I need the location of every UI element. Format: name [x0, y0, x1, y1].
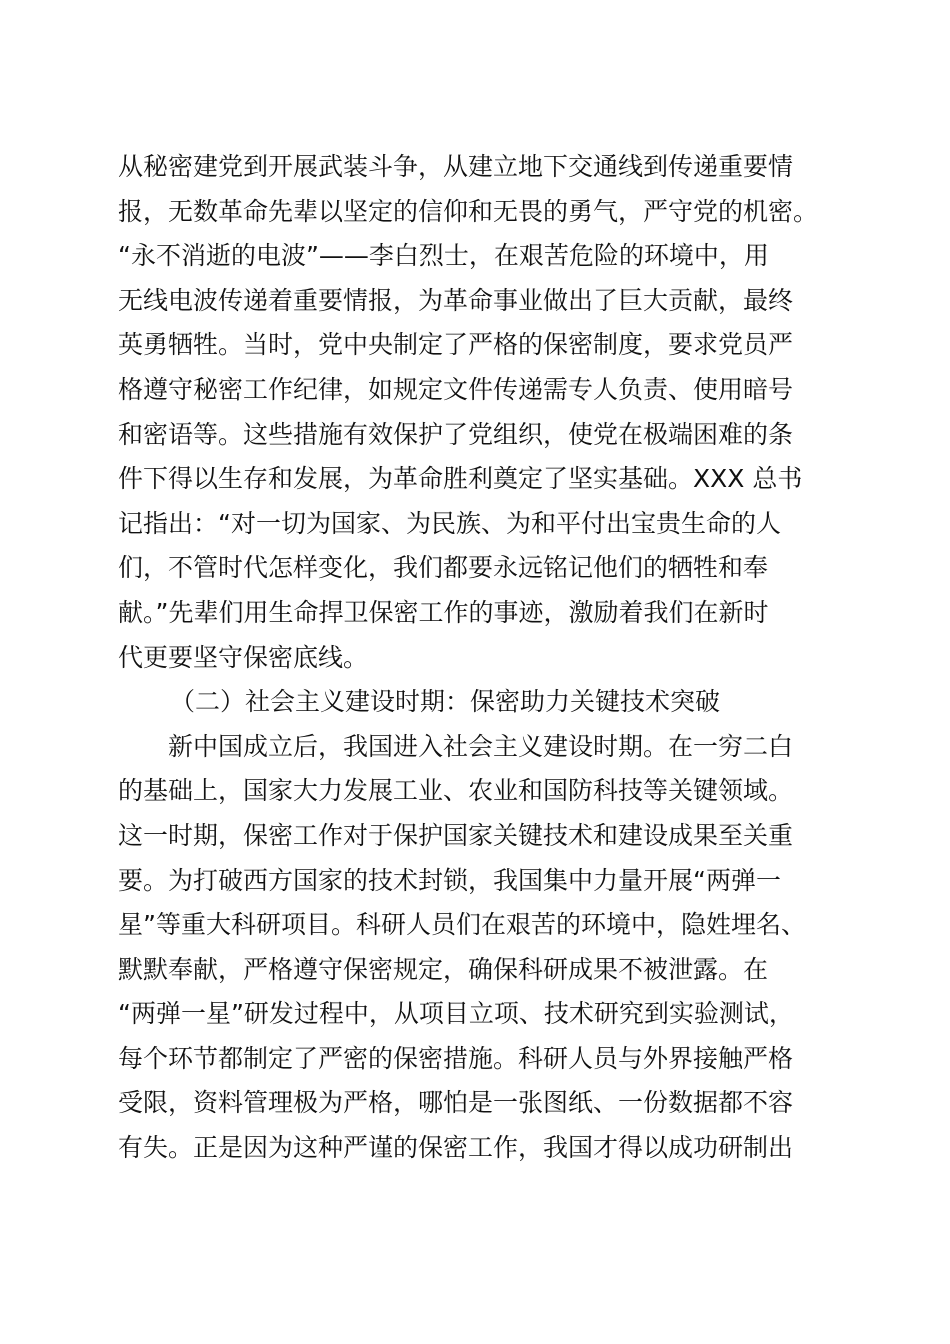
section-heading: （二）社会主义建设时期：保密助力关键技术突破 [170, 687, 721, 717]
text-line: 受限，资料管理极为严格，哪怕是一张图纸、一份数据都不容 [118, 1088, 794, 1118]
text-line: 这一时期，保密工作对于保护国家关键技术和建设成果至关重 [118, 820, 794, 850]
text-line: 件下得以生存和发展，为革命胜利奠定了坚实基础。XXX 总书 [118, 464, 803, 494]
text-line: 每个环节都制定了严密的保密措施。科研人员与外界接触严格 [118, 1043, 794, 1073]
text-line: 星”等重大科研项目。科研人员们在艰苦的环境中，隐姓埋名、 [118, 910, 806, 940]
text-line: 报，无数革命先辈以坚定的信仰和无畏的勇气，严守党的机密。 [118, 196, 819, 226]
text-line: 们，不管时代怎样变化，我们都要永远铭记他们的牺牲和奉 [118, 553, 769, 583]
text-line: “两弹一星”研发过程中，从项目立项、技术研究到实验测试， [118, 999, 794, 1029]
text-line: 要。为打破西方国家的技术封锁，我国集中力量开展“两弹一 [118, 865, 781, 895]
text-line: 代更要坚守保密底线。 [118, 642, 369, 672]
text-line: 的基础上，国家大力发展工业、农业和国防科技等关键领域。 [118, 776, 794, 806]
text-line: “永不消逝的电波”——李白烈士，在艰苦危险的环境中，用 [118, 241, 769, 271]
text-line: 从秘密建党到开展武装斗争，从建立地下交通线到传递重要情 [118, 152, 794, 181]
text-line: 格遵守秘密工作纪律，如规定文件传递需专人负责、使用暗号 [118, 374, 794, 404]
text-line: 记指出：“对一切为国家、为民族、为和平付出宝贵生命的人 [118, 508, 781, 538]
text-line: 和密语等。这些措施有效保护了党组织，使党在极端困难的条 [118, 419, 794, 449]
text-line: 默默奉献，严格遵守保密规定，确保科研成果不被泄露。在 [118, 954, 769, 984]
text-line: 英勇牺牲。当时，党中央制定了严格的保密制度，要求党员严 [118, 330, 794, 360]
paragraph-first-line: 新中国成立后，我国进入社会主义建设时期。在一穷二白 [168, 731, 794, 761]
text-line: 无线电波传递着重要情报，为革命事业做出了巨大贡献，最终 [118, 285, 794, 315]
text-line: 有失。正是因为这种严谨的保密工作，我国才得以成功研制出 [118, 1133, 794, 1163]
text-line: 献。”先辈们用生命捍卫保密工作的事迹，激励着我们在新时 [118, 597, 769, 627]
body-text [118, 145, 838, 1171]
